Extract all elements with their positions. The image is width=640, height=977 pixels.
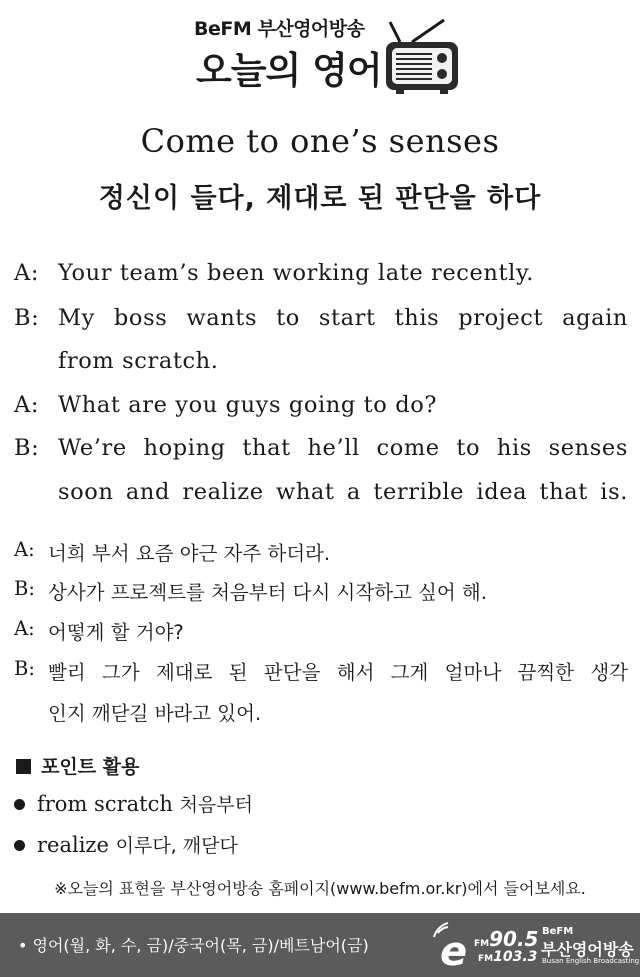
- point-english: from scratch: [37, 792, 173, 816]
- speaker-label: B:: [14, 577, 35, 600]
- frequency-value: 103.3: [493, 949, 538, 965]
- korean-line: [14, 657, 628, 687]
- fm-label: FM: [478, 954, 494, 964]
- point-item: [14, 790, 253, 817]
- point-english: realize: [37, 833, 109, 857]
- broadcast-schedule: • 영어(월, 화, 수, 금)/중국어(목, 금)/베트남어(금): [18, 936, 369, 955]
- bullet-icon: [14, 840, 25, 851]
- footer-bar: [0, 913, 640, 977]
- korean-text: 상사가 프로젝트를 처음부터 다시 시작하고 싶어 해.: [48, 581, 487, 604]
- speaker-label: B:: [14, 305, 40, 331]
- point-section-title: [16, 752, 139, 779]
- dialogue-text: My boss wants to start this project again: [58, 305, 628, 331]
- korean-text: 인지 깨닫길 바라고 있어.: [48, 702, 262, 725]
- speaker-label: B:: [14, 435, 40, 461]
- header: [0, 0, 640, 105]
- dialogue-line-continued: [14, 479, 628, 513]
- expression-title-korean: 정신이 들다, 제대로 된 판단을 하다: [98, 183, 542, 214]
- svg-text:e: e: [440, 929, 468, 971]
- speaker-label: B:: [14, 657, 35, 680]
- dialogue-line-continued: [14, 348, 628, 382]
- korean-line-continued: [14, 698, 628, 728]
- fm-label: FM: [474, 939, 490, 949]
- frequency-primary: [474, 927, 538, 951]
- expression-title: Come to one’s senses: [140, 122, 500, 160]
- dialogue-text: from scratch.: [58, 348, 219, 374]
- station-name-english: Busan English Broadcasting: [542, 957, 640, 965]
- speaker-label: A:: [14, 392, 40, 418]
- korean-text: 빨리 그가 제대로 된 판단을 해서 그게 얼마나 끔찍한 생각: [48, 661, 628, 684]
- square-bullet-icon: [16, 759, 31, 774]
- korean-line: [14, 538, 628, 568]
- frequency-secondary: [478, 949, 537, 965]
- brand-small: BeFM 부산영어방송: [194, 18, 365, 40]
- frequency-value: 90.5: [489, 927, 539, 951]
- korean-line: [14, 577, 628, 607]
- dialogue-line: [14, 260, 628, 294]
- korean-text: 어떻게 할 거야?: [48, 621, 184, 644]
- befm-label: BeFM: [542, 926, 574, 937]
- dialogue-line: [14, 392, 628, 426]
- footnote: ※오늘의 표현을 부산영어방송 홈페이지(www.befm.or.kr)에서 들어보세요.: [54, 879, 586, 898]
- befm-e-logo-icon: [430, 921, 480, 971]
- brand-title: 오늘의 영어: [196, 49, 382, 92]
- dialogue-text: soon and realize what a terrible idea that is.: [58, 479, 628, 505]
- korean-line: [14, 617, 628, 647]
- dialogue-text: What are you guys going to do?: [58, 392, 438, 418]
- speaker-label: A:: [14, 260, 40, 286]
- radio-icon: [382, 16, 462, 96]
- speaker-label: A:: [14, 538, 35, 561]
- point-korean: 처음부터: [179, 794, 253, 816]
- bullet-icon: [14, 799, 25, 810]
- korean-text: 너희 부서 요즘 야근 자주 하더라.: [48, 542, 331, 565]
- dialogue-text: We’re hoping that he’ll come to his senses: [58, 435, 628, 461]
- dialogue-line: [14, 435, 628, 469]
- speaker-label: A:: [14, 617, 35, 640]
- dialogue-text: Your team’s been working late recently.: [58, 260, 535, 286]
- point-title-text: 포인트 활용: [41, 756, 140, 778]
- point-korean: 이루다, 깨닫다: [115, 835, 238, 857]
- dialogue-line: [14, 305, 628, 339]
- station-name: 부산영어방송: [541, 940, 634, 959]
- point-item: [14, 831, 238, 858]
